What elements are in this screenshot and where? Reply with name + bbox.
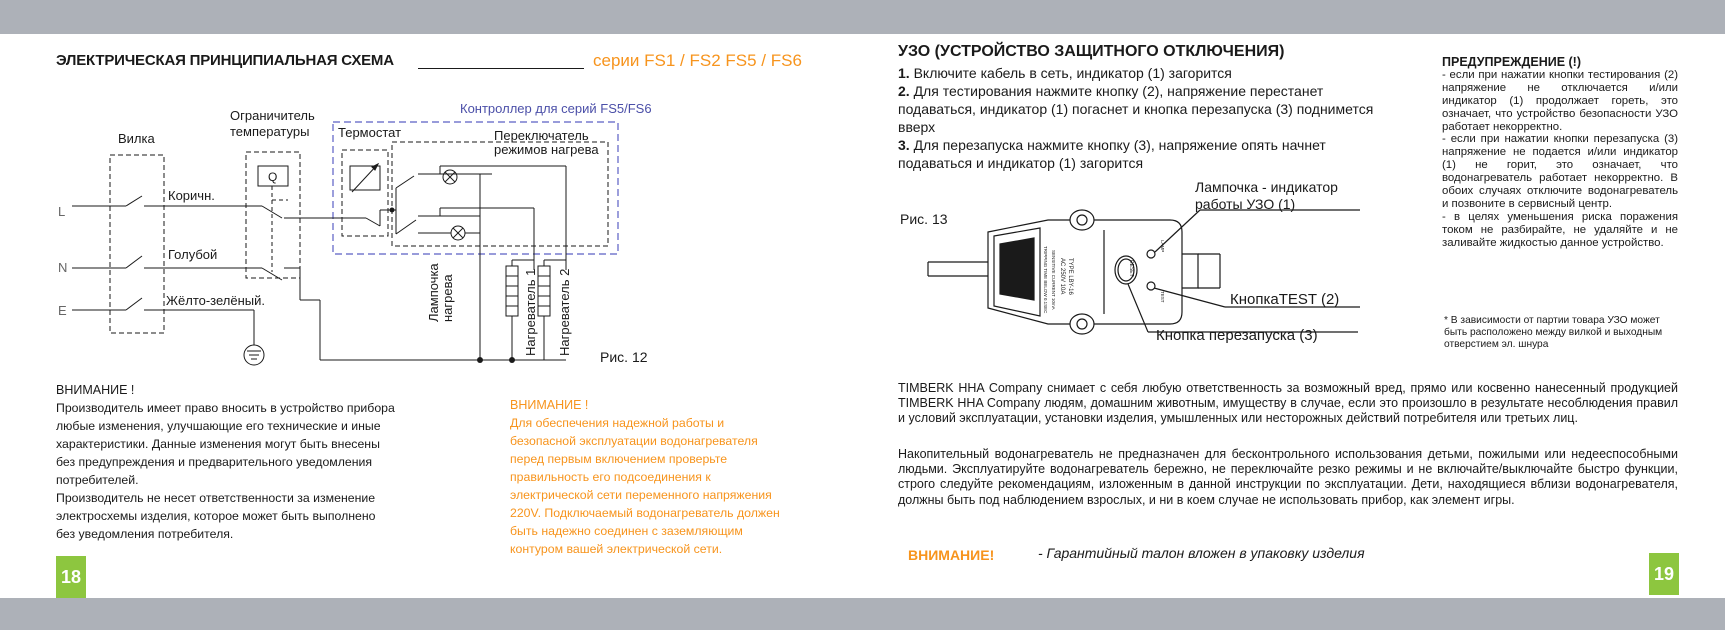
plug-label: Вилка [118, 131, 155, 146]
warning-paragraph: - если при нажатии кнопки тестирования (2) напряжение не отключается и/или индикатор (1) продолжает гореть, это означает, что устройство безопасности УЗО работает некорректно. [1442, 68, 1678, 133]
orange-line: быть надежно соединен с заземляющим [510, 524, 743, 538]
thermostat-label: Термостат [338, 125, 402, 140]
device-reset-label: RESET [1128, 260, 1134, 277]
heater-2-label: Нагреватель 2 [557, 268, 572, 356]
step-number: 1. [898, 65, 910, 81]
warning-paragraph: - в целях уменьшения риска поражения током не разбирайте, не удаляйте и не заливайте жидкостью данное устройство. [1442, 210, 1678, 249]
orange-line: контуром вашей электрической сети. [510, 542, 723, 556]
rcd-steps [898, 64, 1398, 172]
device-lamp-label: LAMP [1160, 240, 1165, 253]
step-number: 2. [898, 83, 910, 99]
device-rating-label: AC 250V 10A [1059, 258, 1065, 295]
switch-label-2: режимов нагрева [494, 142, 599, 157]
callout-lamp-line-1: Лампочка - индикатор [1195, 179, 1338, 195]
attention-line: любые изменения, улучшающие его технические и иные [56, 419, 381, 433]
lamp-label-1: Лампочка [426, 263, 441, 322]
page-number-left: 18 [56, 556, 86, 598]
device-test-label: TEST [1160, 291, 1165, 303]
warning-title: ПРЕДУПРЕЖДЕНИЕ (!) [1442, 55, 1582, 69]
attention-title: ВНИМАНИЕ ! [56, 383, 135, 397]
orange-line: безопасной эксплуатации водонагревателя [510, 434, 758, 448]
line-n-label: N [58, 260, 68, 275]
figure-12-label: Рис. 12 [600, 349, 648, 365]
attention-highlight: ВНИМАНИЕ! [908, 547, 995, 563]
step-number: 3. [898, 137, 910, 153]
step-item [898, 82, 1398, 136]
orange-line: 220V. Подключаемый водонагреватель должен [510, 506, 780, 520]
orange-line: Для обеспечения надежной работы и [510, 416, 725, 430]
schematic-title: ЭЛЕКТРИЧЕСКАЯ ПРИНЦИПИАЛЬНАЯ СХЕМА [56, 52, 394, 69]
attention-line: без уведомления потребителя. [56, 527, 234, 541]
heater-1-label: Нагреватель 1 [523, 268, 538, 356]
attention-line: без предупреждения и предварительного уведомления [56, 455, 373, 469]
step-text: Для перезапуска нажмите кнопку (3), напряжение опять начнет подаваться и индикатор (1) загорится [898, 137, 1326, 171]
attention-line: потребителей. [56, 473, 139, 487]
orange-attention-title: ВНИМАНИЕ ! [510, 398, 589, 412]
limiter-label-2: температуры [230, 124, 310, 139]
figure-13-label: Рис. 13 [900, 211, 948, 227]
orange-line: перед первым включением проверьте [510, 452, 728, 466]
disclaimer-paragraph-2: Накопительный водонагреватель не предназначен для бесконтрольного использования детьми, пожилыми или недееспособными людьми. Эксплуатируйте водонагреватель бережно, не переключайте резко режимы и не включайте/выключайте быстро функции, строго следуйте рекомендациям, изложенным в данной инструкции по эксплуатации. Дети, находящиеся вблизи водонагревателя, должны быть под наблюдением взрослых, и ни в коем случае не использовать прибор, как элемент игры. [898, 447, 1678, 507]
rcd-device-illustration [880, 170, 1380, 350]
warning-block [1442, 56, 1678, 250]
step-text: Для тестирования нажмите кнопку (2), напряжение перестанет подаваться, индикатор (1) погаснет и кнопка перезапуска (3) поднимется вверх [898, 83, 1374, 135]
line-e-label: E [58, 303, 67, 318]
series-label: серии FS1 / FS2 FS5 / FS6 [593, 51, 802, 70]
step-item [898, 64, 1398, 82]
callout-reset-button: Кнопка перезапуска (3) [1156, 327, 1318, 344]
disclaimer-paragraph-1: TIMBERK HHA Company снимает с себя любую ответственность за возможный вред, прямо или косвенно нанесенный продукцией TIMBERK HHA Company людям, домашним животным, имуществу в случае, если это произошло в результате несоблюдения правил и условий эксплуатации, установки изделия, умышленных или несторожных действий потребителя или третьих лиц. [898, 381, 1678, 426]
device-sensitivity-label: SENSITIVE CURRENT 10mA [1051, 250, 1056, 310]
rcd-title: УЗО (УСТРОЙСТВО ЗАЩИТНОГО ОТКЛЮЧЕНИЯ) [898, 43, 1285, 60]
page-number-right: 19 [1649, 553, 1679, 595]
attention-line: характеристики. Данные изменения могут быть внесены [56, 437, 380, 451]
rcd-footnote: * В зависимости от партии товара УЗО может быть расположено между вилкой и выходным отверстием эл. шнура [1444, 315, 1663, 350]
limiter-label-1: Ограничитель [230, 108, 315, 123]
limiter-q-label: Q [268, 170, 278, 184]
attention-line: Производитель не несет ответственности за изменение [56, 491, 376, 505]
lamp-label-2: нагрева [440, 274, 455, 322]
attention-line: Производитель имеет право вносить в устройство прибора [56, 401, 395, 415]
wiring-diagram [0, 0, 860, 380]
wire-yellow-green-label: Жёлто-зелёный. [166, 293, 266, 308]
step-item [898, 136, 1398, 172]
controller-label: Контроллер для серий FS5/FS6 [460, 101, 652, 116]
warning-paragraph: - если при нажатии кнопки перезапуска (3) напряжение не подается и/или индикатор (1) не горит, это означает, что водонагреватель работает некорректно. В обоих случаях отключите водонагреватель и позвоните в сервисный центр. [1442, 133, 1678, 210]
attention-line: электросхемы изделия, которое может быть выполнено [56, 509, 376, 523]
orange-line: правильность его подсоединения к [510, 470, 711, 484]
device-tripping-label: TRIPPING TIME BELOW 0.1SEC [1043, 246, 1048, 314]
device-type-label: TYPE LBY-16 [1067, 258, 1073, 295]
orange-attention-block [510, 396, 780, 558]
switch-label-1: Переключатель [494, 128, 589, 143]
attention-block [56, 381, 395, 543]
orange-line: электрической сети переменного напряжения [510, 488, 772, 502]
guarantee-note: - Гарантийный талон вложен в упаковку изделия [1038, 545, 1365, 561]
wire-blue-label: Голубой [168, 247, 218, 262]
line-l-label: L [58, 204, 66, 219]
callout-lamp-line-2: работы УЗО (1) [1195, 196, 1296, 212]
callout-test-button: КнопкаTEST (2) [1230, 291, 1340, 308]
wire-brown-label: Коричн. [168, 188, 215, 203]
step-text: Включите кабель в сеть, индикатор (1) загорится [909, 65, 1232, 81]
bottom-band [0, 598, 1725, 630]
